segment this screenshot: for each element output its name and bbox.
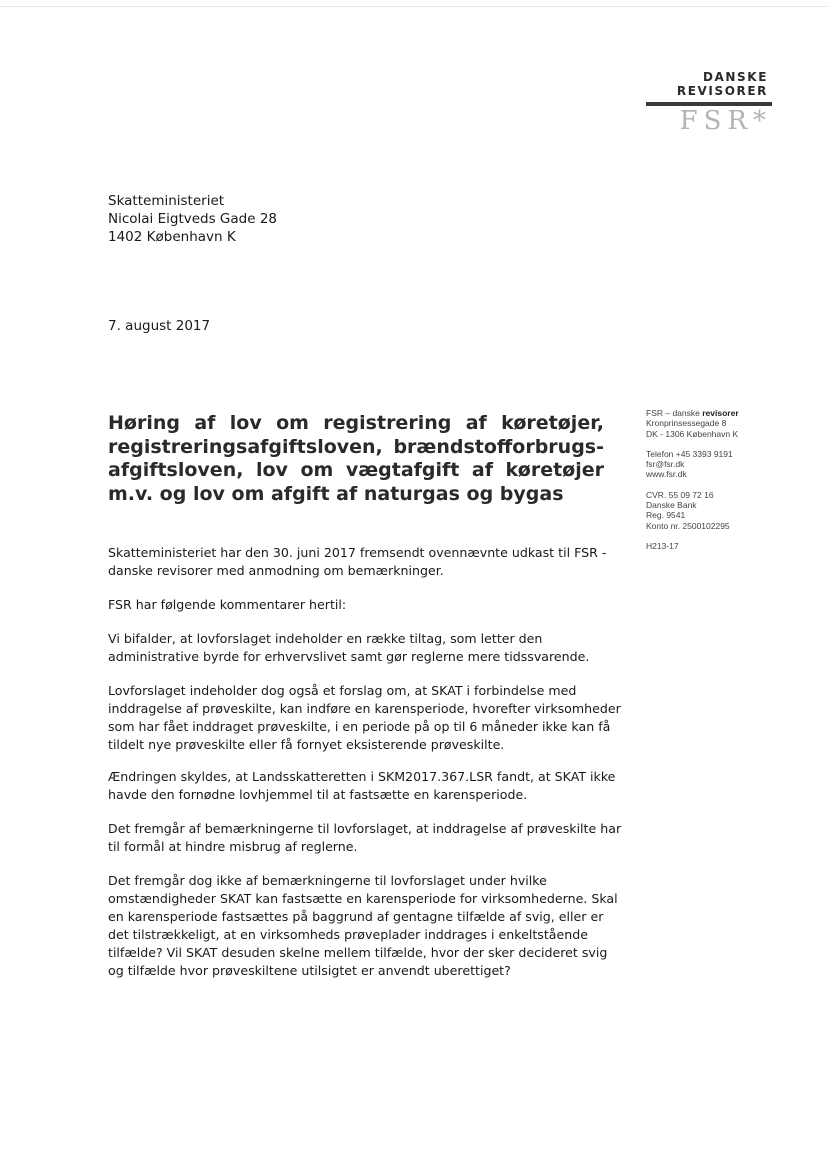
sender-cvr: CVR. 55 09 72 16 [646,489,714,500]
body-line: det tilstrækkeligt, at en virksomheds prøveplader inddrages i enkeltstående [108,927,588,942]
sender-org-prefix: FSR – danske [646,408,700,418]
paragraph-5 [108,768,628,804]
body-line: tildelt nye prøveskilte eller få fornyet eksisterende prøveskilte. [108,737,505,752]
body-line: danske revisorer med anmodning om bemærkninger. [108,563,444,578]
body-line: Vi bifalder, at lovforslaget indeholder en række tiltag, som letter den [108,631,543,646]
paragraph-1 [108,544,628,580]
body-line: og tilfælde hvor prøveskiltene utilsigtet er anvendt uberettiget? [108,963,511,978]
paragraph-3 [108,630,628,666]
body-line: inddragelse af prøveskilte, kan indføre en karensperiode, hvorefter virksomheder [108,701,621,716]
body-line: havde den fornødne lovhjemmel til at fastsætte en karensperiode. [108,787,528,802]
paragraph-6 [108,820,628,856]
title-line: Høring af lov om registrering af køretøjer, [108,412,604,434]
body-line: Ændringen skyldes, at Landsskatteretten i SKM2017.367.LSR fandt, at SKAT ikke [108,769,616,784]
recipient-name: Skatteministeriet [108,193,225,209]
sender-reg: Reg. 9541 [646,510,686,521]
sender-phone: Telefon +45 3393 9191 [646,448,733,459]
body-line: omstændigheder SKAT kan fastsætte en karensperiode for virksomhederne. Skal [108,891,618,906]
sender-street: Kronprinsessegade 8 [646,418,727,429]
sender-web: www.fsr.dk [646,469,687,480]
sender-email: fsr@fsr.dk [646,459,685,470]
body-line: Skatteministeriet har den 30. juni 2017 fremsendt ovennævnte udkast til FSR - [108,545,607,560]
sender-account: Konto nr. 2500102295 [646,520,730,531]
sender-org-bold: revisorer [702,408,739,418]
sender-org [646,408,739,418]
recipient-address [108,192,277,246]
sender-bank: Danske Bank [646,500,697,511]
recipient-street: Nicolai Eigtveds Gade 28 [108,211,278,227]
body-line: tilfælde? Vil SKAT desuden skelne mellem tilfælde, hvor der sker decideret svig [108,945,608,960]
body-line: Det fremgår dog ikke af bemærkningerne til lovforslaget under hvilke [108,873,547,888]
title-line: m.v. og lov om afgift af naturgas og bygas [108,482,564,505]
letter-date: 7. august 2017 [108,318,211,334]
title-line: afgiftsloven, lov om vægtafgift af køretøjer [108,459,604,482]
logo-mark: FSR* [679,106,772,136]
letter-title [108,412,604,506]
sender-info [646,408,739,551]
paragraph-7 [108,872,628,980]
sender-reference: H213-17 [646,540,679,551]
logo-line-2: REVISORER [676,84,768,98]
body-line: til formål at hindre misbrug af reglerne. [108,839,358,854]
sender-city: DK - 1306 København K [646,428,739,439]
body-line: Det fremgår af bemærkningerne til lovforslaget, at inddragelse af prøveskilte har [108,821,622,836]
body-line: Lovforslaget indeholder dog også et forslag om, at SKAT i forbindelse med [108,683,577,698]
page-edge-line [0,6,828,7]
recipient-city: 1402 København K [108,229,236,245]
title-line: registreringsafgiftsloven, brændstofforbrugs- [108,435,604,458]
body-line: en karensperiode fastsættes på baggrund af gentagne tilfælde af svig, eller er [108,909,604,924]
logo-line-1: DANSKE [702,70,768,84]
fsr-logo [640,70,772,136]
paragraph-2 [108,596,628,614]
body-line: som har fået inddraget prøveskilte, i en periode på op til 6 måneder ikke kan få [108,719,611,734]
body-line: FSR har følgende kommentarer hertil: [108,597,347,612]
body-line: administrative byrde for erhvervslivet samt gør reglerne mere tidssvarende. [108,649,590,664]
paragraph-4 [108,682,628,754]
